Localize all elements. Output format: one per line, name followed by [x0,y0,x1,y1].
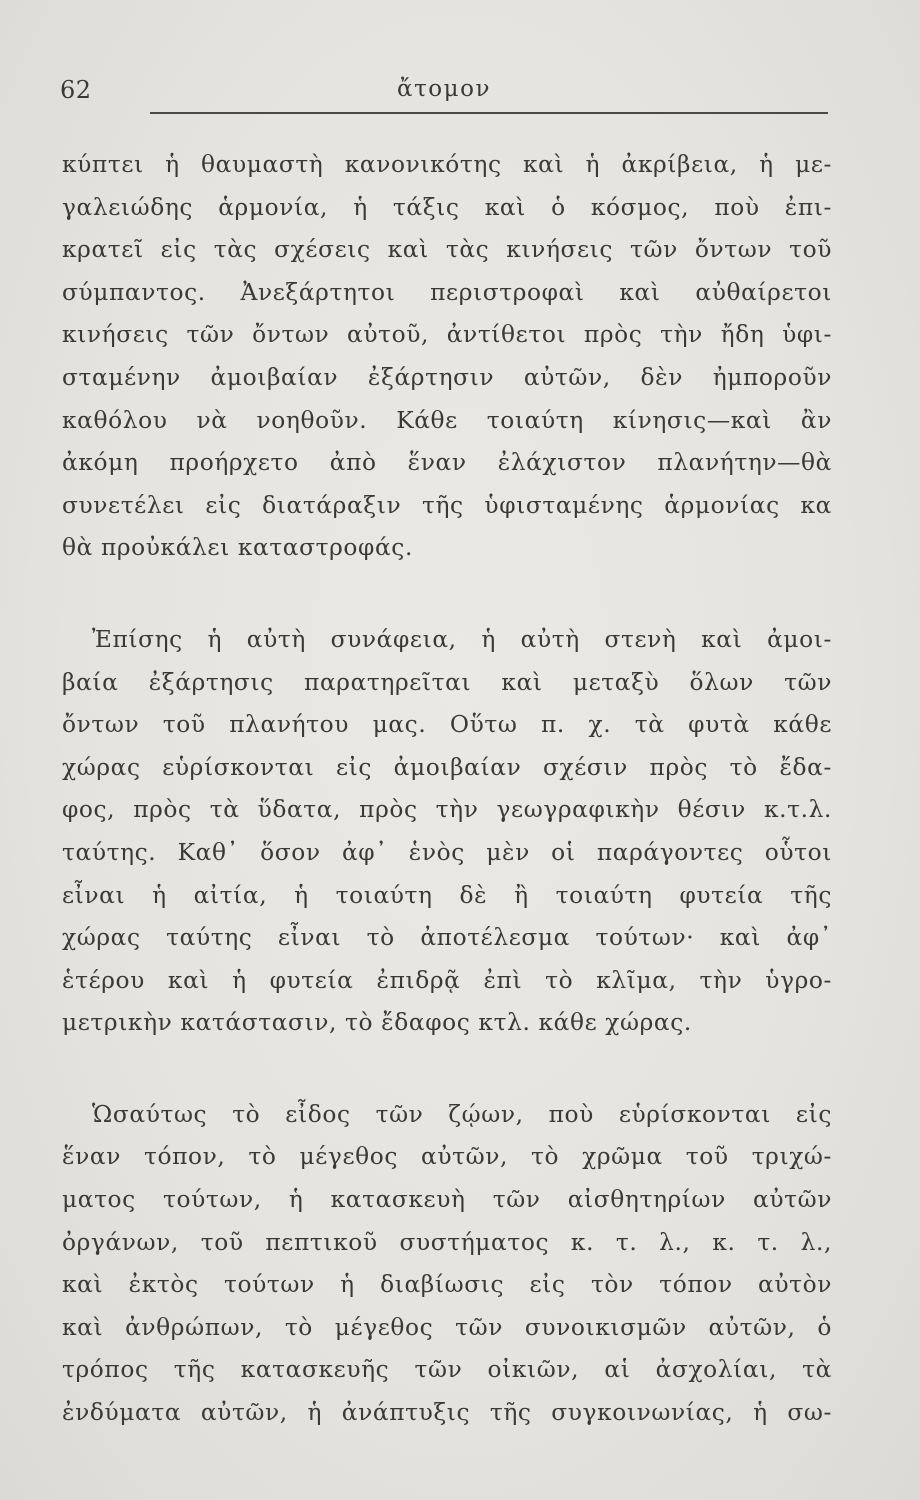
paragraph-gap [62,1045,832,1094]
text-line: ὄντων τοῦ πλανήτου μας. Οὕτω π. χ. τὰ φυτὰ κάθε [62,711,832,739]
page-number: 62 [60,76,92,104]
text-line: χώρας εὑρίσκονται εἰς ἀμοιβαίαν σχέσιν πρὸς τὸ ἔδα- [62,753,832,781]
paragraph-gap [62,570,832,619]
text-line: καὶ ἀνθρώπων, τὸ μέγεθος τῶν συνοικισμῶν αὐτῶν, ὁ [62,1313,832,1341]
text-line: ὀργάνων, τοῦ πεπτικοῦ συστήματος κ. τ. λ., κ. τ. λ., [62,1228,832,1256]
text-line: ταύτης. Καθ᾿ ὅσον ἀφ᾿ ἑνὸς μὲν οἱ παράγοντες οὗτοι [62,838,832,866]
text-line: κρατεῖ εἰς τὰς σχέσεις καὶ τὰς κινήσεις τῶν ὄντων τοῦ [62,236,832,264]
text-line: χώρας ταύτης εἶναι τὸ ἀποτέλεσμα τούτων· καὶ ἀφ᾿ [62,924,832,952]
text-line: σύμπαντος. Ἀνεξάρτητοι περιστροφαὶ καὶ αὐθαίρετοι [62,278,832,306]
header-rule [150,112,828,114]
text-line: σταμένην ἀμοιβαίαν ἐξάρτησιν αὐτῶν, δὲν ἠμποροῦν [62,363,832,391]
text-line: βαία ἐξάρτησις παρατηρεῖται καὶ μεταξὺ ὅλων τῶν [62,668,832,696]
text-line: ἀκόμη προήρχετο ἀπὸ ἕναν ἐλάχιστον πλανήτην—θὰ [62,449,832,477]
text-line: γαλειώδης ἁρμονία, ἡ τάξις καὶ ὁ κόσμος, ποὺ ἐπι- [62,193,832,221]
text-line: θὰ προὐκάλει καταστροφάς. [62,534,413,562]
paragraph-2 [62,619,832,1045]
text-line: καθόλου νὰ νοηθοῦν. Κάθε τοιαύτη κίνησις—καὶ ἂν [62,406,832,434]
text-line: ἕναν τόπον, τὸ μέγεθος αὐτῶν, τὸ χρῶμα τοῦ τριχώ- [62,1143,832,1171]
text-line: κινήσεις τῶν ὄντων αὐτοῦ, ἀντίθετοι πρὸς τὴν ἤδη ὑφι- [62,321,832,349]
text-line: μετρικὴν κατάστασιν, τὸ ἔδαφος κτλ. κάθε χώρας. [62,1009,692,1037]
paragraph-1 [62,144,832,570]
page-header [60,76,828,112]
text-line: τρόπος τῆς κατασκευῆς τῶν οἰκιῶν, αἱ ἀσχολίαι, τὰ [62,1356,832,1384]
text-line: εἶναι ἡ αἰτία, ἡ τοιαύτη δὲ ἢ τοιαύτη φυτεία τῆς [62,881,832,909]
text-line: Ὡσαύτως τὸ εἶδος τῶν ζῴων, ποὺ εὑρίσκονται εἰς [92,1100,832,1128]
text-line: ματος τούτων, ἡ κατασκευὴ τῶν αἰσθητηρίων αὐτῶν [62,1186,832,1214]
text-line: κύπτει ἡ θαυμαστὴ κανονικότης καὶ ἡ ἀκρίβεια, ἡ με- [62,151,832,178]
text-line: ἐνδύματα αὐτῶν, ἡ ἀνάπτυξις τῆς συγκοινωνίας, ἡ σω- [62,1399,832,1427]
text-line: φος, πρὸς τὰ ὕδατα, πρὸς τὴν γεωγραφικὴν θέσιν κ.τ.λ. [62,796,832,824]
paragraph-3 [62,1094,832,1435]
running-title: ἄτομον [397,76,491,102]
text-line: ἑτέρου καὶ ἡ φυτεία ἐπιδρᾷ ἐπὶ τὸ κλῖμα, τὴν ὑγρο- [62,966,832,994]
text-line: Ἐπίσης ἡ αὐτὴ συνάφεια, ἡ αὐτὴ στενὴ καὶ ἀμοι- [92,625,832,653]
body-text [62,144,832,1435]
text-line: συνετέλει εἰς διατάραξιν τῆς ὑφισταμένης ἁρμονίας κα [62,491,832,519]
text-line: καὶ ἐκτὸς τούτων ἡ διαβίωσις εἰς τὸν τόπον αὐτὸν [62,1271,832,1299]
